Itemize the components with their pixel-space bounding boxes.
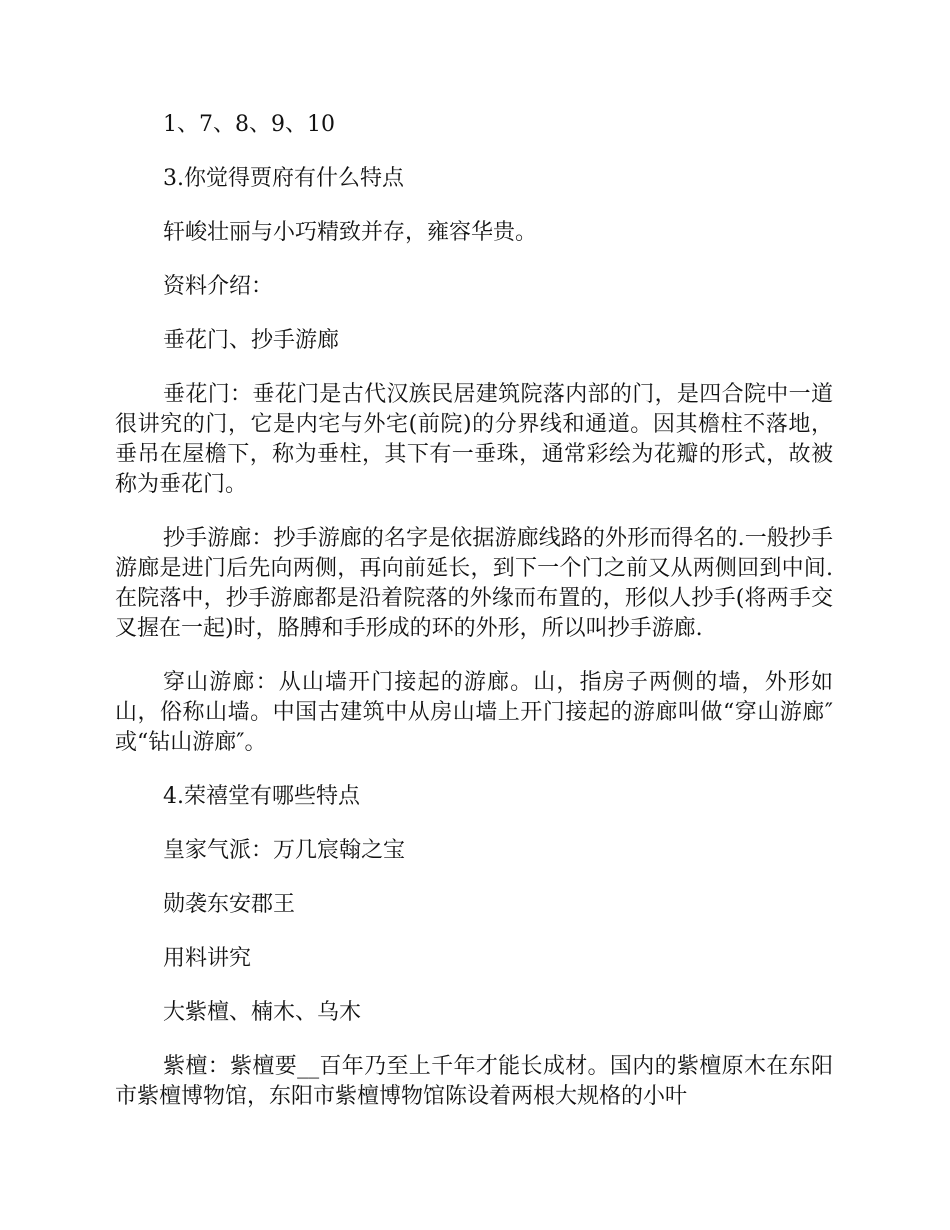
feature-royal-style: 皇家气派：万几宸翰之宝 [163,838,406,863]
paragraph-chaoshou-youlang: 抄手游廊：抄手游廊的名字是依据游廊线路的外形而得名的.一般抄手游廊是进门后先向两侧，再向前延长，到下一个门之前又从两侧回到中间.在院落中，抄手游廊都是沿着院落的外缘而布置的，形似人抄手(将两手交叉握在一起)时，胳膊和手形成的环的外形，所以叫抄手游廊. [115,526,833,641]
feature-materials: 用料讲究 [163,946,252,971]
answer-numbers: 1、7、8、9、10 [163,112,335,137]
question-3-heading: 3.你觉得贾府有什么特点 [163,166,404,191]
materials-list: 大紫檀、楠木、乌木 [163,1000,362,1025]
answer-3-text: 轩峻壮丽与小巧精致并存，雍容华贵。 [163,220,538,245]
paragraph-chuihuamen: 垂花门：垂花门是古代汉族民居建筑院落内部的门，是四合院中一道很讲究的门，它是内宅与外宅(前院)的分界线和通道。因其檐柱不落地，垂吊在屋檐下，称为垂柱，其下有一垂珠，通常彩绘为花瓣的形式，故被称为垂花门。 [115,382,833,497]
paragraph-zitan: 紫檀：紫檀要__百年乃至上千年才能长成材。国内的紫檀原木在东阳市紫檀博物馆，东阳市紫檀博物馆陈设着两根大规格的小叶 [115,1054,833,1109]
reference-topics: 垂花门、抄手游廊 [163,328,340,353]
paragraph-chuanshan-youlang: 穿山游廊：从山墙开门接起的游廊。山，指房子两侧的墙，外形如山，俗称山墙。中国古建筑中从房山墙上开门接起的游廊叫做“穿山游廊″或“钻山游廊″。 [115,670,833,755]
feature-title: 勋袭东安郡王 [163,892,296,917]
reference-label: 资料介绍： [163,274,274,299]
question-4-heading: 4.荣禧堂有哪些特点 [163,784,360,809]
document-page [115,110,833,1112]
